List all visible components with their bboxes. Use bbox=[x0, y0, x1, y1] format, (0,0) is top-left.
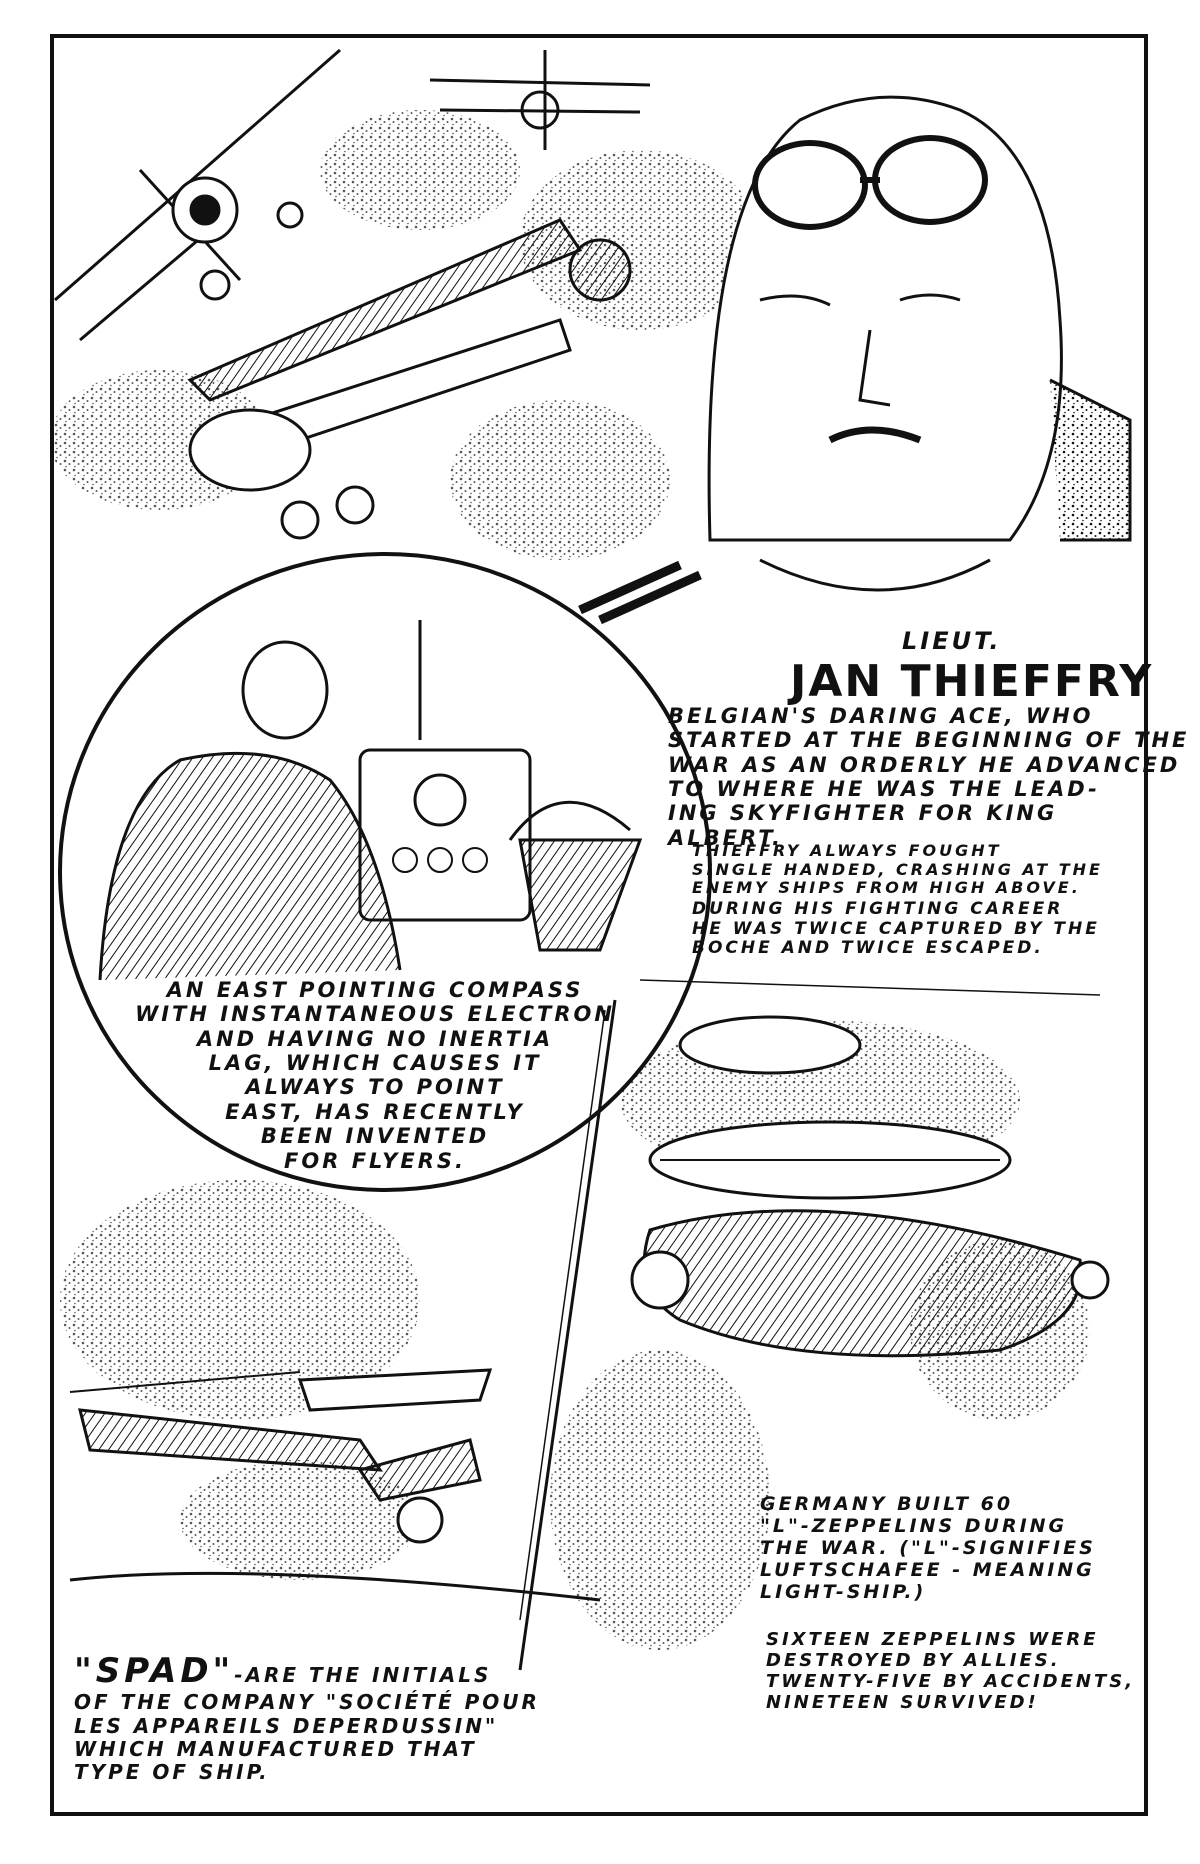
compass-line: AND HAVING NO INERTIA bbox=[196, 1026, 554, 1051]
biplane-drawing-top-left bbox=[55, 50, 340, 340]
compass-line: FOR FLYERS. bbox=[284, 1148, 466, 1173]
zeppelin-caption bbox=[760, 1493, 1096, 1603]
pilot-fighting-style bbox=[692, 842, 1103, 898]
fate-line: TWENTY-FIVE BY ACCIDENTS, bbox=[766, 1670, 1136, 1692]
zeppelin-line: LIGHT-SHIP.) bbox=[760, 1581, 927, 1604]
spad-first-line bbox=[74, 1652, 540, 1691]
spad-line: LES APPAREILS DEPERDUSSIN" bbox=[74, 1713, 499, 1738]
fate-line: SIXTEEN ZEPPELINS WERE bbox=[766, 1629, 1099, 1650]
spad-heading-tail: -ARE THE INITIALS bbox=[234, 1663, 492, 1687]
bio-line: WAR AS AN ORDERLY HE ADVANCED bbox=[668, 752, 1181, 777]
fought-line: THIEFFRY ALWAYS FOUGHT bbox=[692, 841, 1002, 860]
compass-line: BEEN INVENTED bbox=[260, 1124, 490, 1149]
compass-line: LAG, WHICH CAUSES IT bbox=[208, 1051, 542, 1076]
rank-label: LIEUT. bbox=[902, 627, 1002, 655]
fate-line: NINETEEN SURVIVED! bbox=[766, 1691, 1039, 1713]
spad-line: WHICH MANUFACTURED THAT bbox=[74, 1736, 477, 1761]
zeppelin-line: "L"-ZEPPELINS DURING bbox=[760, 1515, 1068, 1538]
bio-line: STARTED AT THE BEGINNING OF THE bbox=[668, 728, 1190, 753]
spad-line: TYPE OF SHIP. bbox=[74, 1760, 270, 1784]
fate-line: DESTROYED BY ALLIES. bbox=[766, 1649, 1061, 1671]
compass-line: WITH INSTANTANEOUS ELECTRON bbox=[135, 1002, 615, 1027]
fought-line: ENEMY SHIPS FROM HIGH ABOVE. bbox=[692, 878, 1081, 898]
bio-line: TO WHERE HE WAS THE LEAD- bbox=[668, 777, 1100, 802]
pilot-name-heading: JAN THIEFFRY bbox=[790, 656, 1154, 707]
career-line: DURING HIS FIGHTING CAREER bbox=[692, 899, 1064, 919]
career-line: HE WAS TWICE CAPTURED BY THE bbox=[692, 918, 1100, 939]
fought-line: SINGLE HANDED, CRASHING AT THE bbox=[692, 859, 1103, 879]
pilot-career bbox=[692, 900, 1100, 959]
career-line: BOCHE AND TWICE ESCAPED. bbox=[692, 938, 1044, 959]
bio-line: BELGIAN'S DARING ACE, WHO bbox=[668, 704, 1094, 728]
zeppelin-fate-caption bbox=[766, 1630, 1135, 1714]
spad-heading: "SPAD" bbox=[74, 1651, 235, 1691]
zeppelin-line: GERMANY BUILT 60 bbox=[760, 1493, 1014, 1515]
zeppelin-line: LUFTSCHAFEE - MEANING bbox=[760, 1559, 1095, 1582]
compass-line: AN EAST POINTING COMPASS bbox=[166, 978, 584, 1002]
bio-line: ALBERT. bbox=[668, 825, 783, 850]
compass-line: ALWAYS TO POINT bbox=[245, 1075, 505, 1100]
pilot-biography bbox=[668, 704, 1189, 850]
compass-caption bbox=[100, 978, 650, 1173]
bio-line: ING SKYFIGHTER FOR KING bbox=[668, 801, 1058, 826]
spad-line: OF THE COMPANY "SOCIÉTÉ POUR bbox=[74, 1690, 540, 1715]
compass-line: EAST, HAS RECENTLY bbox=[225, 1099, 525, 1124]
spad-caption bbox=[74, 1652, 540, 1784]
zeppelin-line: THE WAR. ("L"-SIGNIFIES bbox=[760, 1537, 1096, 1560]
